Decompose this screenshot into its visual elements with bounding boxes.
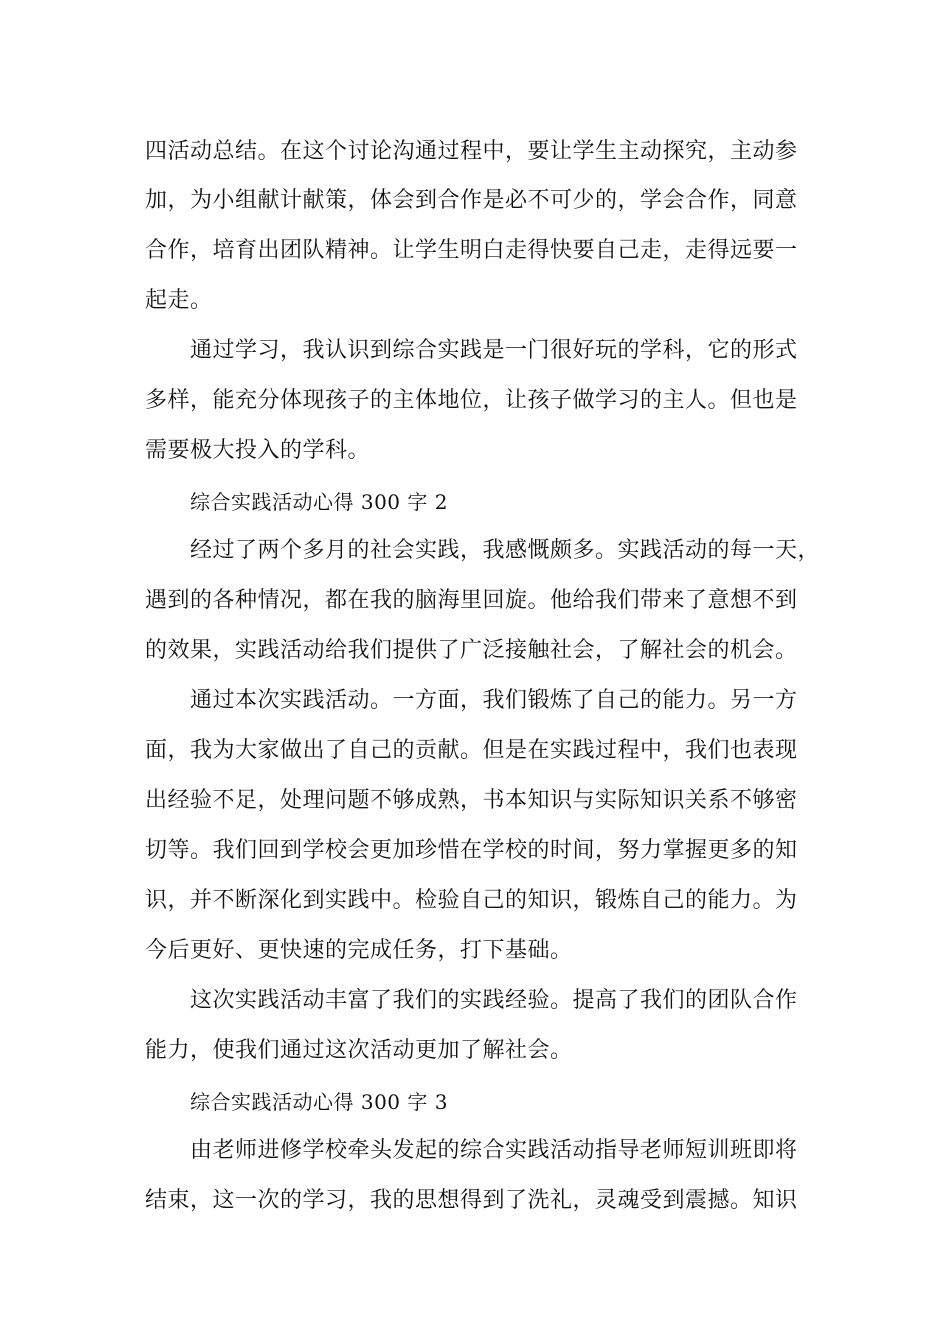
text-line: 能力，使我们通过这次活动更加了解社会。 [145, 1038, 573, 1063]
text-line: 切等。我们回到学校会更加珍惜在学校的时间，努力掌握更多的知 [145, 838, 798, 863]
text-line: 经过了两个多月的社会实践，我感慨颇多。实践活动的每一天， [190, 538, 821, 563]
text-line: 起走。 [145, 288, 213, 313]
text-line: 由老师进修学校牵头发起的综合实践活动指导老师短训班即将 [190, 1138, 798, 1163]
text-line: 出经验不足，处理问题不够成熟，书本知识与实际知识关系不够密 [145, 788, 798, 813]
text-line: 面，我为大家做出了自己的贡献。但是在实践过程中，我们也表现 [145, 738, 798, 763]
text-line: 通过本次实践活动。一方面，我们锻炼了自己的能力。另一方 [190, 688, 798, 713]
text-line: 多样，能充分体现孩子的主体地位，让孩子做学习的主人。但也是 [145, 388, 798, 413]
text-line: 的效果，实践活动给我们提供了广泛接触社会，了解社会的机会。 [145, 638, 798, 663]
section-heading: 综合实践活动心得 300 字 2 [190, 490, 448, 514]
text-line: 需要极大投入的学科。 [145, 438, 371, 463]
text-line: 加，为小组献计献策，体会到合作是必不可少的，学会合作，同意 [145, 188, 798, 213]
text-line: 今后更好、更快速的完成任务，打下基础。 [145, 938, 573, 963]
text-line: 这次实践活动丰富了我们的实践经验。提高了我们的团队合作 [190, 988, 798, 1013]
text-line: 识，并不断深化到实践中。检验自己的知识，锻炼自己的能力。为 [145, 888, 798, 913]
text-line: 四活动总结。在这个讨论沟通过程中，要让学生主动探究，主动参 [145, 139, 798, 164]
text-line: 通过学习，我认识到综合实践是一门很好玩的学科，它的形式 [190, 338, 798, 363]
section-heading: 综合实践活动心得 300 字 3 [190, 1090, 448, 1114]
text-line: 合作，培育出团队精神。让学生明白走得快要自己走，走得远要一 [145, 238, 798, 263]
text-line: 结束，这一次的学习，我的思想得到了洗礼，灵魂受到震撼。知识 [145, 1188, 798, 1213]
text-line: 遇到的各种情况，都在我的脑海里回旋。他给我们带来了意想不到 [145, 588, 798, 613]
